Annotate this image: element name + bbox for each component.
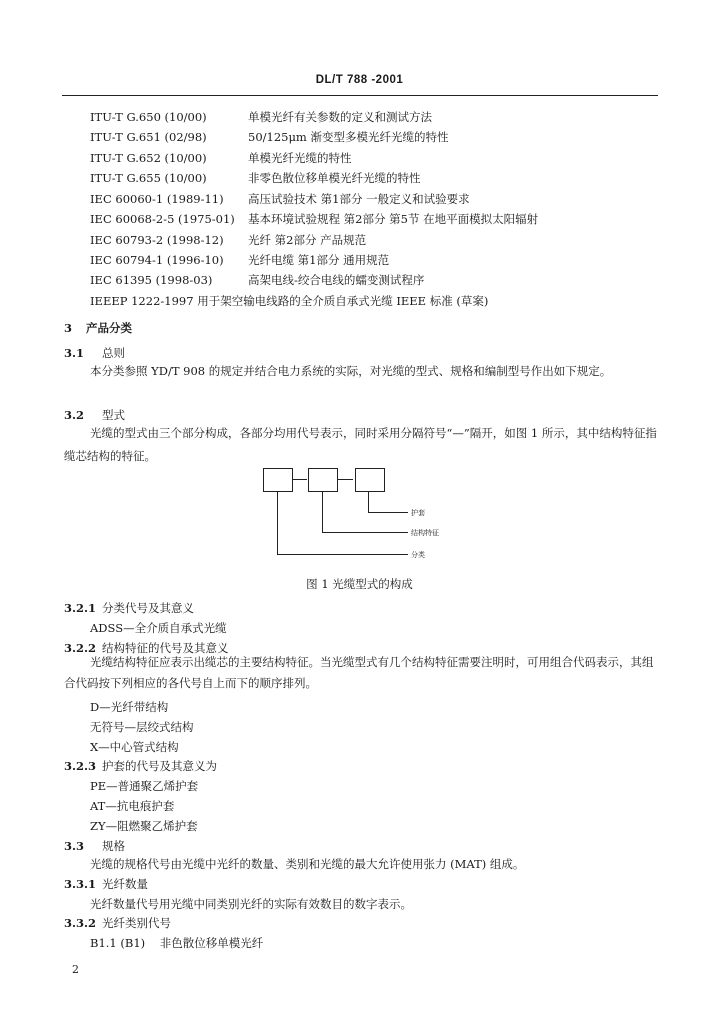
section-3-3-1-heading bbox=[64, 878, 148, 892]
reference-title: 高架电线-绞合电线的蠕变测试程序 bbox=[248, 273, 425, 287]
leader-line bbox=[277, 491, 278, 554]
reference-item bbox=[90, 193, 470, 207]
reference-code: IEC 60794-1 (1996-10) bbox=[90, 253, 224, 267]
section-number: 3 bbox=[64, 321, 73, 335]
list-item: ZY—阻燃聚乙烯护套 bbox=[90, 819, 198, 833]
reference-code: ITU-T G.655 (10/00) bbox=[90, 171, 207, 185]
section-3-2-3-heading bbox=[64, 760, 217, 774]
reference-title: 非零色散位移单模光纤光缆的特性 bbox=[248, 171, 421, 185]
reference-item bbox=[90, 172, 421, 186]
reference-item bbox=[90, 234, 366, 248]
reference-item-ieee: IEEEP 1222-1997 用于架空输电线路的全介质自承式光缆 IEEE 标准 (草案) bbox=[90, 294, 489, 308]
label-classification: 分类 bbox=[411, 551, 425, 559]
section-3-1-body: 本分类参照 YD/T 908 的规定并结合电力系统的实际，对光缆的型式、规格和编制型号作出如下规定。 bbox=[90, 364, 612, 378]
section-number: 3.2.2 bbox=[64, 641, 97, 655]
section-number: 3.2.3 bbox=[64, 759, 97, 773]
section-title: 光纤类别代号 bbox=[102, 916, 171, 930]
section-3-3-body: 光缆的规格代号由光缆中光纤的数量、类别和光缆的最大允许使用张力 (MAT) 组成。 bbox=[90, 857, 525, 871]
reference-item bbox=[90, 152, 352, 166]
section-3-2-2-body: 光缆结构特征应表示出缆芯的主要结构特征。当光缆型式有几个结构特征需要注明时，可用组合代码表示，其组合代码按下列相应的各代号自上而下的顺序排列。 bbox=[64, 655, 654, 690]
section-number: 3.2 bbox=[64, 408, 85, 422]
list-item: AT—抗电痕护套 bbox=[90, 799, 175, 813]
list-item: X—中心管式结构 bbox=[90, 740, 179, 754]
section-3-1-heading bbox=[64, 347, 125, 361]
section-title: 护套的代号及其意义为 bbox=[102, 759, 217, 773]
leader-line bbox=[322, 532, 408, 533]
reference-title: 单模光纤有关参数的定义和测试方法 bbox=[248, 110, 432, 124]
label-sheath: 护套 bbox=[411, 509, 425, 517]
section-number: 3.3.2 bbox=[64, 916, 97, 930]
reference-code: IEC 60793-2 (1998-12) bbox=[90, 233, 224, 247]
list-item: ADSS—全介质自承式光缆 bbox=[90, 621, 227, 635]
reference-item bbox=[90, 131, 449, 145]
page-number: 2 bbox=[72, 963, 79, 976]
section-number: 3.3 bbox=[64, 839, 85, 853]
reference-code: IEC 61395 (1998-03) bbox=[90, 273, 213, 287]
reference-title: 单模光纤光缆的特性 bbox=[248, 151, 352, 165]
section-title: 型式 bbox=[102, 408, 125, 422]
section-number: 3.1 bbox=[64, 346, 85, 360]
leader-line bbox=[277, 554, 408, 555]
list-item: PE—普通聚乙烯护套 bbox=[90, 779, 199, 793]
list-item: D—光纤带结构 bbox=[90, 700, 169, 714]
reference-title: 基本环境试验规程 第2部分 第5节 在地平面模拟太阳辐射 bbox=[248, 212, 539, 226]
reference-item bbox=[90, 111, 432, 125]
reference-item bbox=[90, 213, 538, 227]
structure-box bbox=[308, 468, 338, 492]
section-number: 3.2.1 bbox=[64, 601, 97, 615]
leader-line bbox=[368, 512, 408, 513]
section-title: 结构特征的代号及其意义 bbox=[102, 641, 229, 655]
section-3-3-2-heading bbox=[64, 917, 171, 931]
section-title: 分类代号及其意义 bbox=[102, 601, 194, 615]
reference-item bbox=[90, 274, 424, 288]
header-rule bbox=[62, 95, 658, 96]
reference-code: ITU-T G.650 (10/00) bbox=[90, 110, 207, 124]
reference-code: ITU-T G.651 (02/98) bbox=[90, 130, 207, 144]
list-item: B1.1 (B1) 非色散位移单模光纤 bbox=[90, 936, 264, 950]
section-title: 产品分类 bbox=[86, 321, 132, 335]
section-3-3-1-body: 光纤数量代号用光缆中同类别光纤的实际有效数目的数字表示。 bbox=[90, 897, 412, 911]
leader-line bbox=[322, 491, 323, 532]
reference-title: 50/125μm 渐变型多模光纤光缆的特性 bbox=[248, 130, 449, 144]
reference-code: IEC 60060-1 (1989-11) bbox=[90, 192, 224, 206]
reference-item bbox=[90, 254, 389, 268]
section-3-3-heading bbox=[64, 840, 125, 854]
leader-line bbox=[368, 491, 369, 512]
classification-box bbox=[263, 468, 293, 492]
sheath-box bbox=[355, 468, 385, 492]
reference-title: 高压试验技术 第1部分 一般定义和试验要求 bbox=[248, 192, 470, 206]
reference-title: 光纤 第2部分 产品规范 bbox=[248, 233, 367, 247]
document-header: DL/T 788 -2001 bbox=[315, 74, 404, 86]
reference-code: ITU-T G.652 (10/00) bbox=[90, 151, 207, 165]
separator-dash bbox=[338, 479, 353, 480]
reference-title: 光纤电缆 第1部分 通用规范 bbox=[248, 253, 390, 267]
reference-code: IEC 60068-2-5 (1975-01) bbox=[90, 212, 235, 226]
section-number: 3.3.1 bbox=[64, 877, 97, 891]
figure-caption: 图 1 光缆型式的构成 bbox=[306, 577, 413, 591]
list-item: 无符号—层绞式结构 bbox=[90, 720, 194, 734]
section-3-2-1-heading bbox=[64, 602, 194, 616]
section-3-2-heading bbox=[64, 409, 125, 423]
section-title: 总则 bbox=[102, 346, 125, 360]
section-3-2-body: 光缆的型式由三个部分构成，各部分均用代号表示，同时采用分隔符号“—”隔开，如图 1 所示，其中结构特征指缆芯结构的特征。 bbox=[64, 426, 657, 463]
section-title: 光纤数量 bbox=[102, 877, 148, 891]
section-title: 规格 bbox=[102, 839, 125, 853]
label-structure: 结构特征 bbox=[411, 529, 439, 537]
separator-dash bbox=[292, 479, 307, 480]
section-3-heading bbox=[64, 322, 132, 336]
